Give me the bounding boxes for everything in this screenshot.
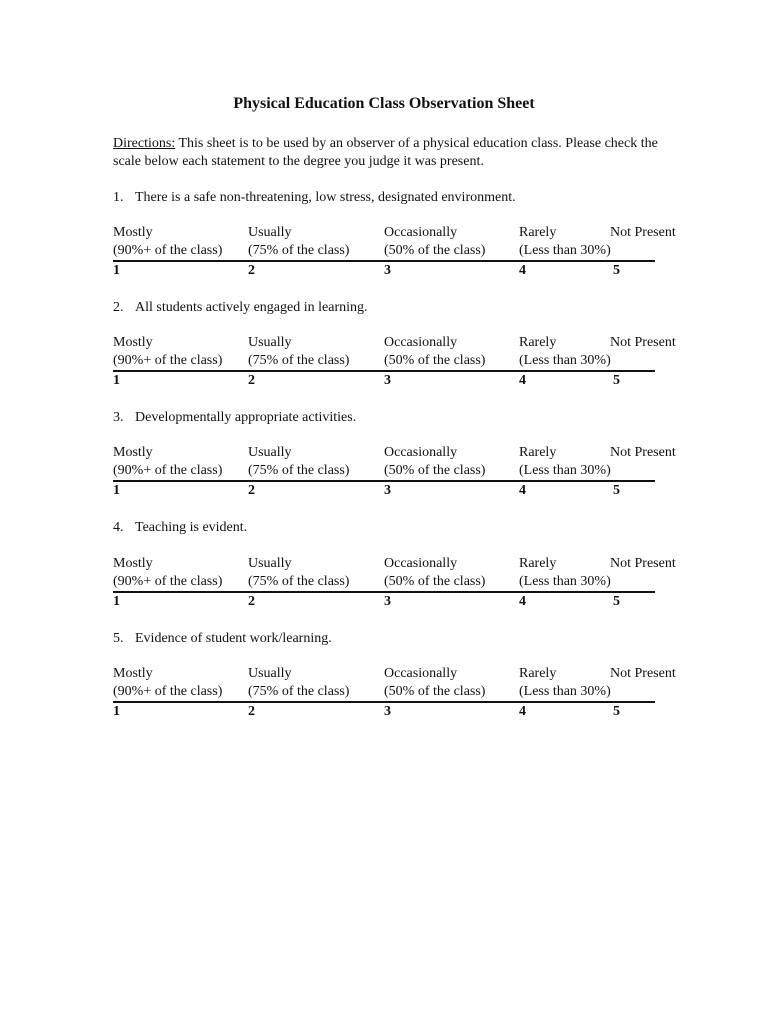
scale-sublabel-occasionally: (50% of the class) — [384, 574, 486, 589]
scale-number-1[interactable]: 1 — [113, 373, 120, 388]
scale-sublabel-mostly: (90%+ of the class) — [113, 353, 223, 368]
scale-label-not-present: Not Present — [610, 556, 676, 571]
scale-sublabel-mostly: (90%+ of the class) — [113, 243, 223, 258]
scale-sublabel-usually: (75% of the class) — [248, 574, 350, 589]
scale-number-4[interactable]: 4 — [519, 373, 526, 388]
scale-sublabel-rarely: (Less than 30%) — [519, 574, 611, 589]
scale-sublabel-rarely: (Less than 30%) — [519, 243, 611, 258]
question-number: 5. — [113, 631, 124, 646]
question-5 — [113, 630, 673, 648]
scale-number-2[interactable]: 2 — [248, 263, 255, 278]
scale-number-4[interactable]: 4 — [519, 704, 526, 719]
scale-number-3[interactable]: 3 — [384, 483, 391, 498]
question-text: Evidence of student work/learning. — [135, 631, 332, 646]
question-number: 3. — [113, 410, 124, 425]
question-4 — [113, 519, 673, 537]
scale-label-rarely: Rarely — [519, 666, 557, 681]
scale-sublabel-usually: (75% of the class) — [248, 463, 350, 478]
question-1 — [113, 189, 673, 207]
scale-label-not-present: Not Present — [610, 666, 676, 681]
rating-scale-5 — [113, 665, 676, 723]
scale-number-2[interactable]: 2 — [248, 373, 255, 388]
scale-label-mostly: Mostly — [113, 666, 153, 681]
scale-number-5[interactable]: 5 — [613, 263, 620, 278]
question-text: All students actively engaged in learning. — [135, 300, 368, 315]
scale-label-usually: Usually — [248, 335, 292, 350]
scale-label-occasionally: Occasionally — [384, 666, 458, 681]
scale-label-usually: Usually — [248, 666, 292, 681]
scale-label-rarely: Rarely — [519, 225, 557, 240]
question-text: Teaching is evident. — [135, 520, 248, 535]
question-text: There is a safe non-threatening, low stress, designated environment. — [135, 190, 516, 205]
question-2 — [113, 299, 673, 317]
rating-scale-4 — [113, 555, 676, 613]
scale-label-occasionally: Occasionally — [384, 556, 458, 571]
scale-sublabel-usually: (75% of the class) — [248, 243, 350, 258]
scale-sublabel-mostly: (90%+ of the class) — [113, 684, 223, 699]
scale-number-4[interactable]: 4 — [519, 263, 526, 278]
scale-sublabel-usually: (75% of the class) — [248, 353, 350, 368]
scale-number-1[interactable]: 1 — [113, 483, 120, 498]
scale-sublabel-rarely: (Less than 30%) — [519, 684, 611, 699]
scale-number-3[interactable]: 3 — [384, 373, 391, 388]
question-number: 2. — [113, 300, 124, 315]
scale-label-rarely: Rarely — [519, 335, 557, 350]
rating-scale-3 — [113, 444, 676, 502]
scale-number-3[interactable]: 3 — [384, 594, 391, 609]
scale-number-3[interactable]: 3 — [384, 263, 391, 278]
scale-label-occasionally: Occasionally — [384, 335, 458, 350]
scale-sublabel-rarely: (Less than 30%) — [519, 463, 611, 478]
scale-label-usually: Usually — [248, 556, 292, 571]
scale-label-occasionally: Occasionally — [384, 445, 458, 460]
rating-scale-1 — [113, 224, 676, 282]
directions — [113, 135, 673, 171]
scale-sublabel-occasionally: (50% of the class) — [384, 243, 486, 258]
page-title: Physical Education Class Observation Sheet — [233, 95, 535, 112]
scale-number-4[interactable]: 4 — [519, 483, 526, 498]
scale-number-1[interactable]: 1 — [113, 704, 120, 719]
question-number: 4. — [113, 520, 124, 535]
scale-label-usually: Usually — [248, 445, 292, 460]
scale-label-mostly: Mostly — [113, 335, 153, 350]
scale-sublabel-mostly: (90%+ of the class) — [113, 574, 223, 589]
scale-number-1[interactable]: 1 — [113, 263, 120, 278]
scale-label-mostly: Mostly — [113, 445, 153, 460]
scale-label-not-present: Not Present — [610, 335, 676, 350]
scale-sublabel-mostly: (90%+ of the class) — [113, 463, 223, 478]
question-3 — [113, 409, 673, 427]
scale-label-rarely: Rarely — [519, 445, 557, 460]
scale-number-5[interactable]: 5 — [613, 594, 620, 609]
question-text: Developmentally appropriate activities. — [135, 410, 357, 425]
scale-sublabel-occasionally: (50% of the class) — [384, 353, 486, 368]
directions-text: This sheet is to be used by an observer of a physical education class. Please check the scale below each statement to the degree you judge it was present. — [113, 136, 658, 169]
directions-label: Directions: — [113, 136, 176, 151]
scale-sublabel-rarely: (Less than 30%) — [519, 353, 611, 368]
scale-number-5[interactable]: 5 — [613, 483, 620, 498]
scale-number-4[interactable]: 4 — [519, 594, 526, 609]
scale-sublabel-occasionally: (50% of the class) — [384, 463, 486, 478]
scale-label-occasionally: Occasionally — [384, 225, 458, 240]
scale-number-2[interactable]: 2 — [248, 594, 255, 609]
scale-sublabel-usually: (75% of the class) — [248, 684, 350, 699]
scale-label-usually: Usually — [248, 225, 292, 240]
scale-number-5[interactable]: 5 — [613, 373, 620, 388]
scale-number-2[interactable]: 2 — [248, 704, 255, 719]
scale-number-1[interactable]: 1 — [113, 594, 120, 609]
scale-label-rarely: Rarely — [519, 556, 557, 571]
scale-number-5[interactable]: 5 — [613, 704, 620, 719]
rating-scale-2 — [113, 334, 676, 392]
scale-sublabel-occasionally: (50% of the class) — [384, 684, 486, 699]
scale-label-mostly: Mostly — [113, 556, 153, 571]
scale-label-mostly: Mostly — [113, 225, 153, 240]
scale-label-not-present: Not Present — [610, 445, 676, 460]
question-number: 1. — [113, 190, 124, 205]
scale-label-not-present: Not Present — [610, 225, 676, 240]
scale-number-2[interactable]: 2 — [248, 483, 255, 498]
scale-number-3[interactable]: 3 — [384, 704, 391, 719]
